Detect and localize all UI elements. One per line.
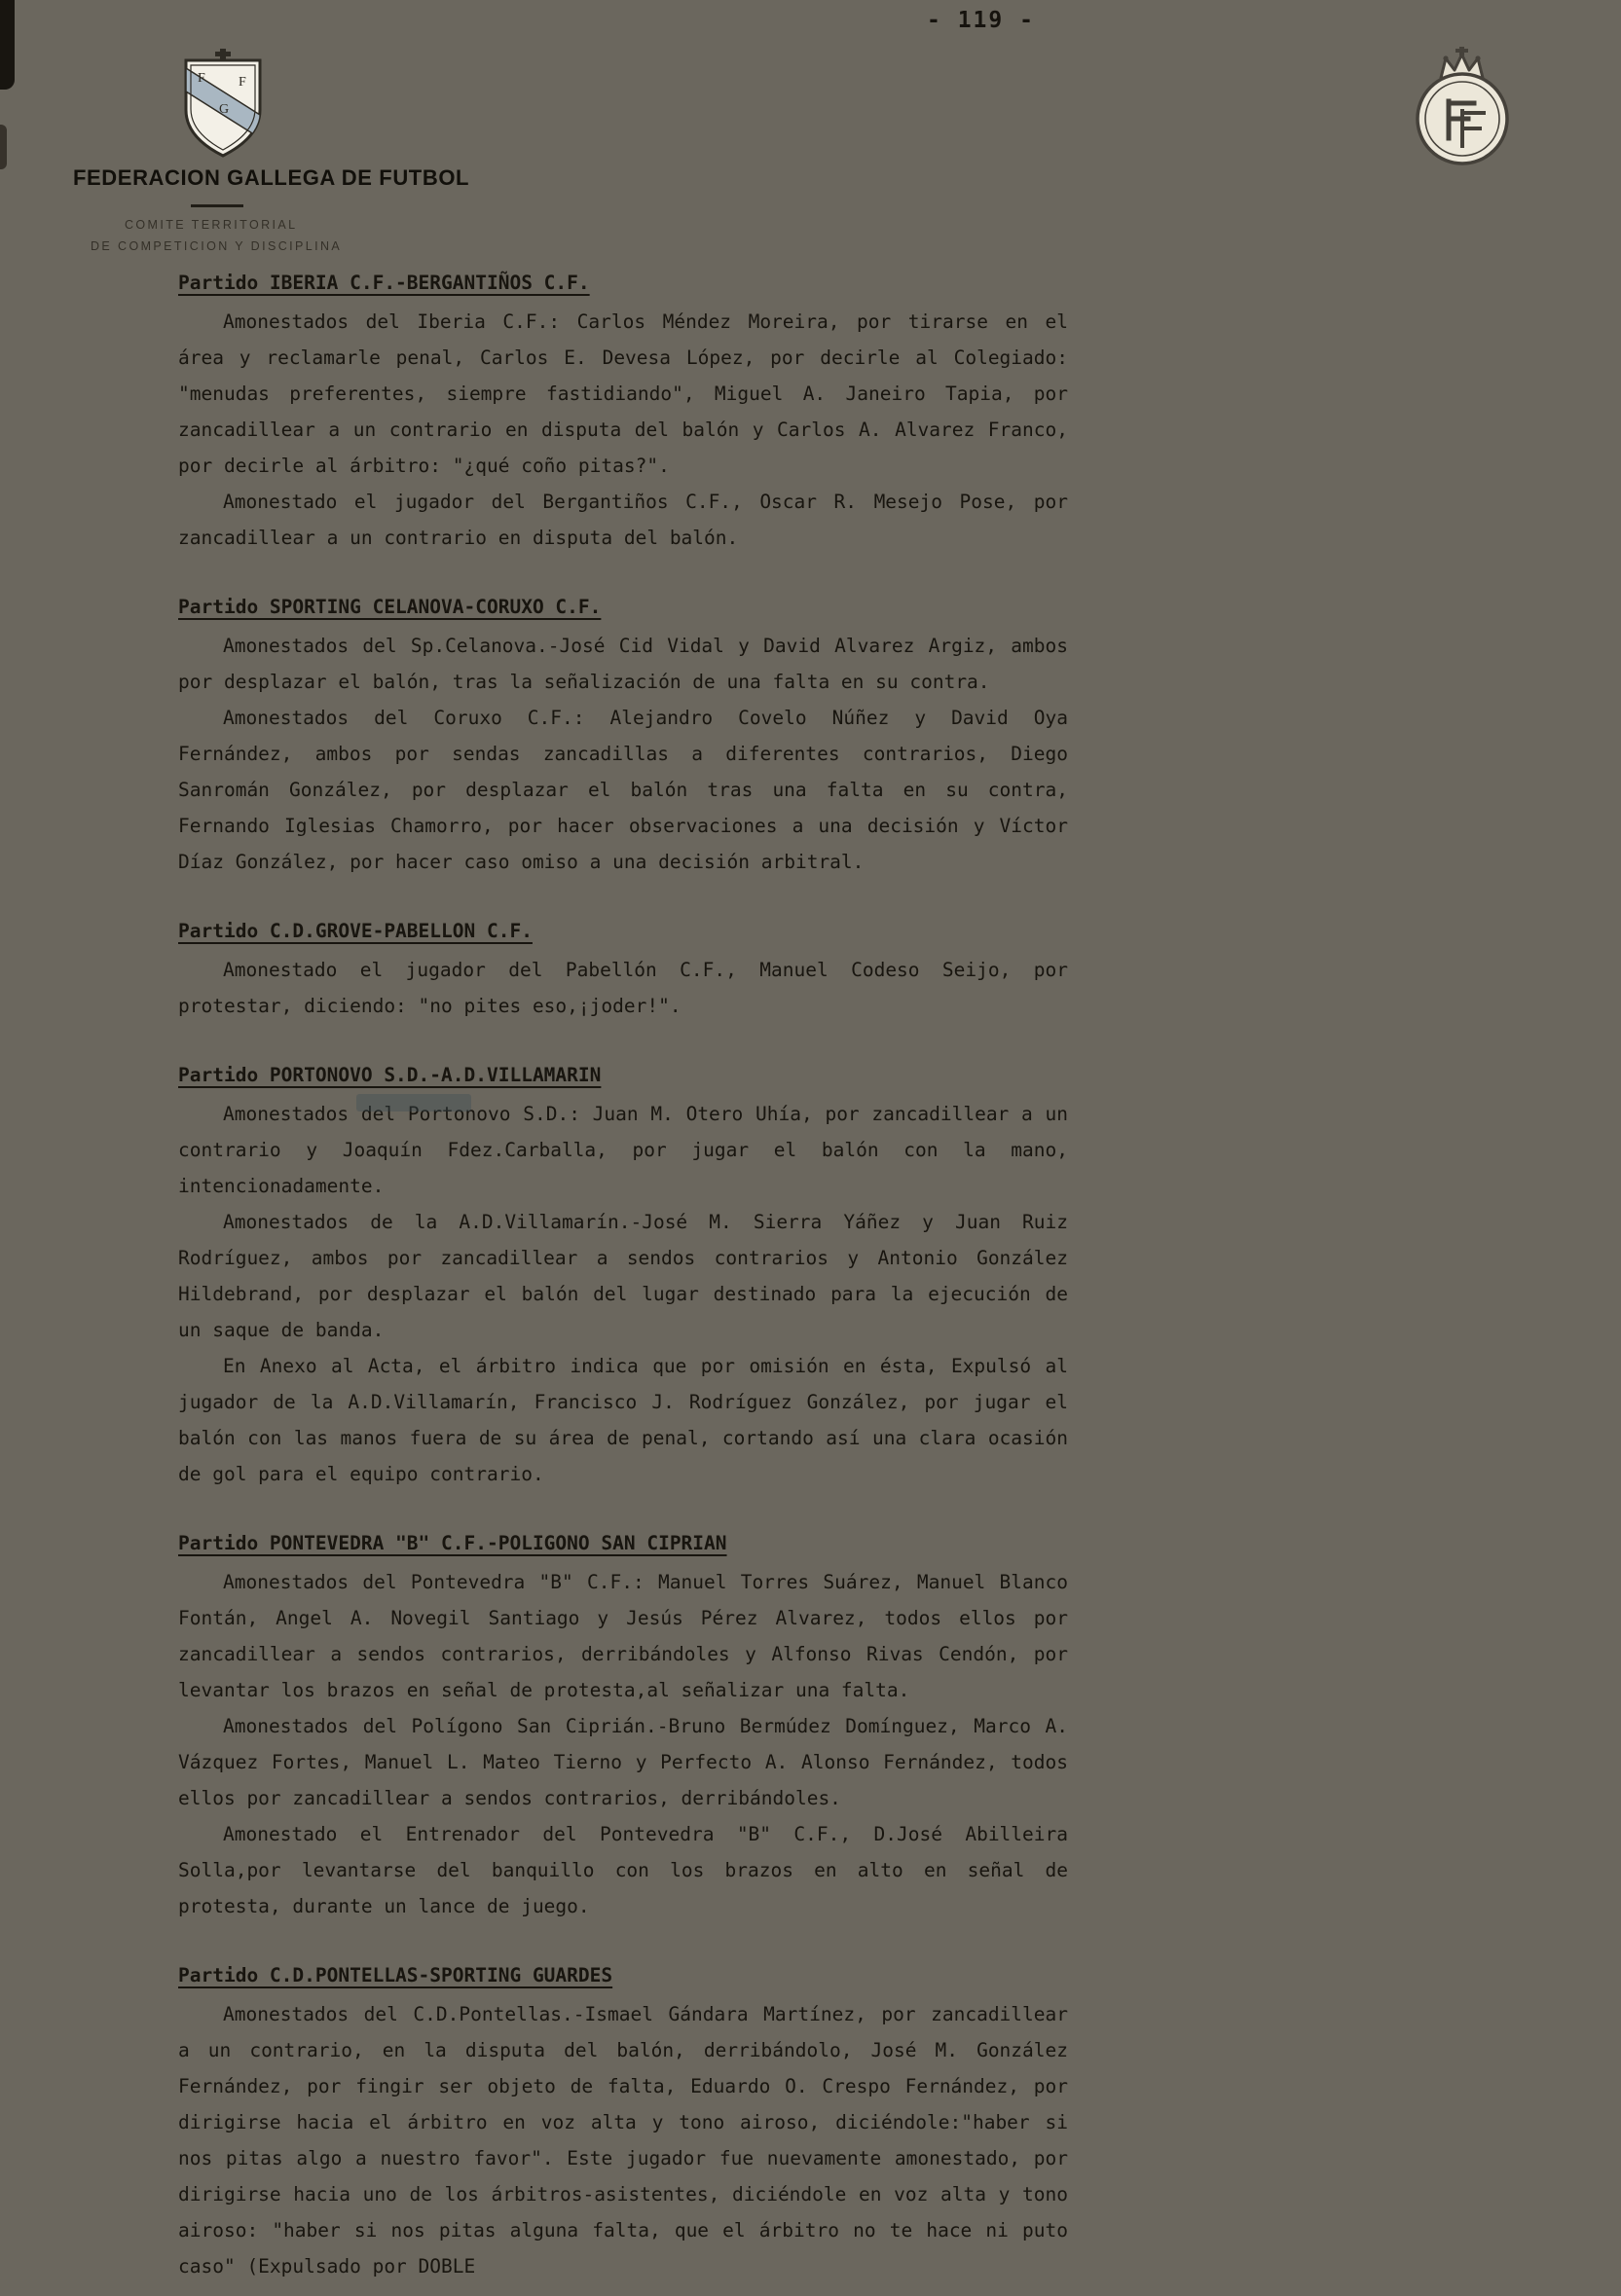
paragraph: En Anexo al Acta, el árbitro indica que por omisión en ésta, Expulsó al jugador de la A.D.Villamarín, Francisco J. Rodríguez González, por jugar el balón con las manos fuera de su área de penal, cortando así una clara ocasión de gol para el equipo contrario. bbox=[178, 1355, 1068, 1485]
section-heading: Partido C.D.PONTELLAS-SPORTING GUARDES bbox=[178, 1964, 613, 1986]
paragraph: Amonestado el jugador del Bergantiños C.F., Oscar R. Mesejo Pose, por zancadillear a un contrario en disputa del balón. bbox=[178, 491, 1068, 549]
section-heading: Partido IBERIA C.F.-BERGANTIÑOS C.F. bbox=[178, 272, 590, 294]
paragraph: Amonestados del Coruxo C.F.: Alejandro Covelo Núñez y David Oya Fernández, ambos por sendas zancadillas a diferentes contrarios, Diego Sanromán González, por desplazar el balón tras una falta en su contra, Fernando Iglesias Chamorro, por hacer observaciones a una decisión y Víctor Díaz González, por hacer caso omiso a una decisión arbitral. bbox=[178, 707, 1068, 873]
committee-line-1: COMITE TERRITORIAL bbox=[125, 218, 298, 232]
org-name: FEDERACION GALLEGA DE FUTBOL bbox=[73, 165, 470, 190]
paragraph: Amonestados de la A.D.Villamarín.-José M. Sierra Yáñez y Juan Ruiz Rodríguez, ambos por zancadillear a sendos contrarios y Antonio González Hildebrand, por desplazar el balón del lugar destinado para la ejecución de un saque de banda. bbox=[178, 1211, 1068, 1341]
paragraph: Amonestados del C.D.Pontellas.-Ismael Gándara Martínez, por zancadillear a un contrario, en la disputa del balón, derribándolo, José M. González Fernández, por fingir ser objeto de falta, Eduardo O. Crespo Fernández, por dirigirse hacia el árbitro en voz alta y tono airoso, diciéndole:"haber si nos pitas algo a nuestro favor". Este jugador fue nuevamente amonestado, por dirigirse hacia uno de los árbitros-asistentes, diciéndole en voz alta y tono airoso: "haber si nos pitas alguna falta, que el árbitro no te hace ni puto caso" (Expulsado por DOBLE bbox=[178, 2003, 1068, 2278]
paragraph: Amonestados del Polígono San Ciprián.-Bruno Bermúdez Domínguez, Marco A. Vázquez Fortes, Manuel L. Mateo Tierno y Perfecto A. Alonso Fernández, todos ellos por zancadillear a sendos contrarios, derribándoles. bbox=[178, 1715, 1068, 1809]
scan-edge-mark bbox=[0, 0, 15, 90]
section-heading: Partido C.D.GROVE-PABELLON C.F. bbox=[178, 920, 533, 942]
paragraph: Amonestado el jugador del Pabellón C.F., Manuel Codeso Seijo, por protestar, diciendo: "no pites eso,¡joder!". bbox=[178, 959, 1068, 1017]
page-number: - 119 - bbox=[927, 8, 1035, 33]
section-heading: Partido PONTEVEDRA "B" C.F.-POLIGONO SAN CIPRIAN bbox=[178, 1532, 727, 1554]
section-heading: Partido SPORTING CELANOVA-CORUXO C.F. bbox=[178, 596, 602, 618]
paragraph: Amonestados del Portonovo S.D.: Juan M. Otero Uhía, por zancadillear a un contrario y Joaquín Fdez.Carballa, por jugar el balón con la mano, intencionadamente. bbox=[178, 1103, 1068, 1197]
svg-text:F: F bbox=[239, 75, 246, 90]
paragraph: Amonestados del Iberia C.F.: Carlos Méndez Moreira, por tirarse en el área y reclamarle penal, Carlos E. Devesa López, por decirle al Colegiado: "menudas preferentes, siempre fastidiando", Miguel A. Janeiro Tapia, por zancadillear a un contrario en disputa del balón y Carlos A. Alvarez Franco, por decirle al árbitro: "¿qué coño pitas?". bbox=[178, 310, 1068, 477]
paragraph: Amonestados del Sp.Celanova.-José Cid Vidal y David Alvarez Argiz, ambos por desplazar el balón, tras la señalización de una falta en su contra. bbox=[178, 635, 1068, 693]
committee-line-2: DE COMPETICION Y DISCIPLINA bbox=[91, 239, 343, 253]
svg-text:G: G bbox=[219, 102, 230, 117]
document-body bbox=[178, 265, 1068, 2284]
paragraph: Amonestados del Pontevedra "B" C.F.: Manuel Torres Suárez, Manuel Blanco Fontán, Angel A. Novegil Santiago y Jesús Pérez Alvarez, todos ellos por zancadillear a sendos contrarios, derribándoles y Alfonso Rivas Cendón, por levantar los brazos en señal de protesta,al señalizar una falta. bbox=[178, 1571, 1068, 1701]
section-heading: Partido PORTONOVO S.D.-A.D.VILLAMARIN bbox=[178, 1064, 602, 1086]
letterhead-rule bbox=[191, 204, 243, 207]
svg-text:F: F bbox=[198, 71, 205, 86]
paragraph: Amonestado el Entrenador del Pontevedra "B" C.F., D.José Abilleira Solla,por levantarse del banquillo con los brazos en alto en señal de protesta, durante un lance de juego. bbox=[178, 1823, 1068, 1917]
scan-edge-mark bbox=[0, 125, 7, 169]
crowned-round-crest-icon bbox=[1394, 47, 1530, 167]
federation-shield-crest-icon bbox=[178, 49, 268, 162]
